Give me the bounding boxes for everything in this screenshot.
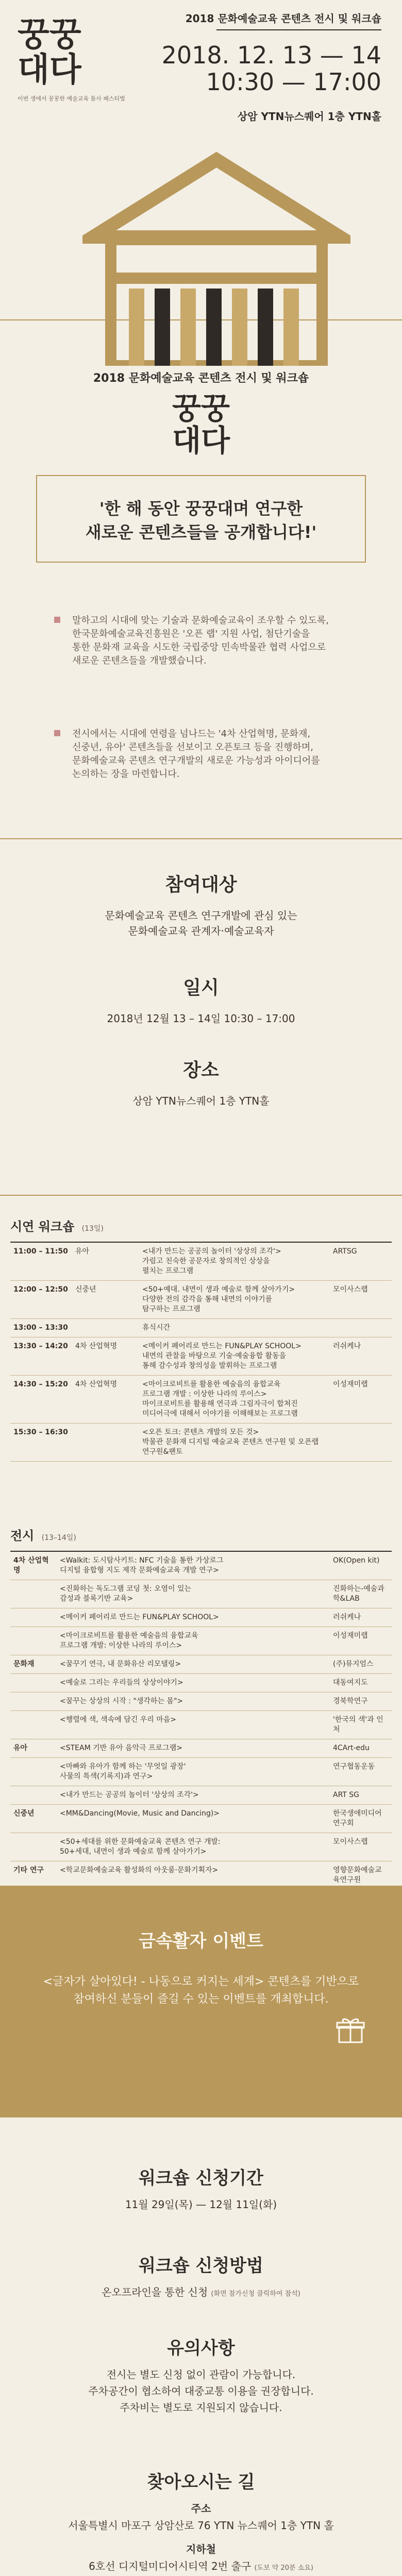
date-block — [0, 973, 402, 1026]
exhibit-row — [10, 1627, 392, 1655]
exhibit-row — [10, 1739, 392, 1758]
exhibit-organizer: 진화하는-예술과학&LAB — [330, 1580, 392, 1608]
route-title: 찾아오시는 길 — [147, 2472, 255, 2493]
exhibit-description: <행렬에 색, 색속에 담긴 우리 마음> — [57, 1711, 330, 1739]
exhibit-category: 유아 — [10, 1739, 57, 1758]
exhibit-row — [10, 1551, 392, 1580]
workshop-description: <오픈 토크: 콘텐츠 개발의 모든 것> 박물관 문화재 디지털 예술교육 콘텐츠 연구원 및 오픈랩 연구원&팬토 — [139, 1423, 330, 1462]
address-head: 주소 — [191, 2502, 211, 2515]
hero-event-title: 2018 문화예술교육 콘텐츠 전시 및 워크숍 — [185, 12, 381, 25]
exhibit-category: 신중년 — [10, 1805, 57, 1833]
workshop-table — [10, 1242, 392, 1462]
exhibit-organizer: 연구협동운동 — [330, 1758, 392, 1786]
hero-section — [0, 0, 402, 319]
method-text-line — [0, 2284, 402, 2302]
workshop-category: 4차 산업혁명 — [72, 1376, 139, 1423]
hero-logo-caption: 이번 생에서 꿍꿍한 예술교육 틈사 페스티벌 — [18, 95, 125, 102]
exhibit-organizer: 러쉬케나 — [330, 1608, 392, 1627]
section-divider — [0, 1195, 402, 1196]
place-text: 상암 YTN뉴스퀘어 1층 YTN홀 — [132, 1095, 270, 1107]
workshop-time: 11:00 – 11:50 — [10, 1242, 72, 1281]
notice-block — [0, 2334, 402, 2416]
exhibit-category: 4차 산업혁명 — [10, 1551, 57, 1580]
workshop-time: 13:30 – 14:20 — [10, 1337, 72, 1376]
para-marker — [54, 730, 60, 736]
exhibit-category — [10, 1608, 57, 1627]
workshop-organizer: ARTSG — [330, 1242, 392, 1281]
workshop-time: 13:00 – 13:30 — [10, 1319, 72, 1337]
exhibit-category — [10, 1786, 57, 1805]
workshop-category — [72, 1319, 139, 1337]
exhibit-organizer: 한국생애미디어연구회 — [330, 1805, 392, 1833]
target-text: 문화예술교육 콘텐츠 연구개발에 관심 있는 문화예술교육 관계자·예술교육자 — [105, 909, 297, 937]
workshop-organizer: 러쉬케나 — [330, 1337, 392, 1376]
exhibit-description: <마이크로비트를 활용한 예술음의 융합교육 프로그램 개발: 이상한 나라의 루이스> — [57, 1627, 330, 1655]
workshop-organizer: 이성재미랩 — [330, 1376, 392, 1423]
workshop-time: 12:00 – 12:50 — [10, 1281, 72, 1319]
exhibit-organizer: 경북학연구 — [330, 1692, 392, 1711]
exhibit-description: <50+세대를 위한 문화예술교육 콘텐츠 연구 개발: 50+세대, 내면이 생과 예술로 함께 살아가기> — [57, 1833, 330, 1861]
date-text: 2018년 12월 13 – 14일 10:30 – 17:00 — [107, 1012, 295, 1025]
workshop-section — [0, 1216, 402, 1526]
intro-paragraph-1: 말하고의 시대에 맞는 기술과 문화예술교육이 조우할 수 있도록, 한국문화예술교육진흥원은 '오픈 랩' 지원 사업, 첨단기술을 통한 문화재 교육을 시도한 국립중앙 민속박물관 협력 사업으로 새로운 콘텐츠들을 개발했습니다. — [72, 615, 329, 666]
exhibit-category — [10, 1758, 57, 1786]
exhibit-title-text: 전시 — [10, 1529, 35, 1543]
exhibit-description: <진화하는 독도그램 코딩 첫: 오염이 있는 감성과 블록기반 교육> — [57, 1580, 330, 1608]
target-block — [0, 870, 402, 939]
exhibit-row — [10, 1655, 392, 1674]
workshop-table-body — [10, 1242, 392, 1462]
exhibit-description: <STEAM 기반 유아 음악극 프로그램> — [57, 1739, 330, 1758]
exhibit-organizer: 영향문화예술교육연구원 — [330, 1861, 392, 1890]
exhibit-row — [10, 1805, 392, 1833]
method-sub: (화면 참가신청 클릭하여 참석) — [211, 2290, 300, 2298]
workshop-description: <내가 만드는 공공의 놀이터 '상상의 조각'> 가림고 친숙한 공문자로 창의적인 상상을 펼치는 프로그램 — [139, 1242, 330, 1281]
route-block — [0, 2468, 402, 2576]
exhibit-organizer: 이성재미랩 — [330, 1627, 392, 1655]
exhibit-organizer: OK(Open kit) — [330, 1551, 392, 1580]
exhibit-category — [10, 1711, 57, 1739]
exhibit-day: (13–14일) — [41, 1534, 76, 1542]
hero-head — [162, 10, 381, 95]
intro-logo: 꿍꿍 대다 — [172, 391, 230, 458]
method-title: 워크숍 신청방법 — [139, 2256, 263, 2276]
workshop-row — [10, 1376, 392, 1423]
workshop-category: 4차 산업혁명 — [72, 1337, 139, 1376]
workshop-category: 유아 — [72, 1242, 139, 1281]
workshop-title — [10, 1216, 402, 1234]
workshop-time: 15:30 – 16:30 — [10, 1423, 72, 1462]
event-banner — [0, 1886, 402, 2117]
subway-sub-1: (도보 약 20분 소요) — [254, 2564, 313, 2572]
workshop-description: <50+예대. 내면이 생과 예술로 함께 살아가기> 다양한 전의 감각을 통해 내면의 이야기를 탐구하는 프로그램 — [139, 1281, 330, 1319]
exhibit-description: <MM&Dancing(Movie, Music and Dancing)> — [57, 1805, 330, 1833]
quote-box — [36, 475, 366, 563]
workshop-row — [10, 1319, 392, 1337]
workshop-organizer: 모이사스랩 — [330, 1281, 392, 1319]
workshop-description: <메이커 페어리로 만드는 FUN&PLAY SCHOOL> 내면의 관찰을 바탕으로 기술·예술융합 활동을 통해 감수성과 창의성을 발휘하는 프로그램 — [139, 1337, 330, 1376]
workshop-description: 휴식시간 — [139, 1319, 330, 1337]
workshop-day: (13일) — [81, 1225, 104, 1233]
notice-title: 유의사항 — [167, 2338, 235, 2359]
exhibit-row — [10, 1758, 392, 1786]
intro-section — [0, 320, 402, 838]
intro-event-title: 2018 문화예술교육 콘텐츠 전시 및 워크숍 — [93, 372, 309, 385]
exhibit-description: <꿈꾸기 연극, 내 문화유산 리모델링> — [57, 1655, 330, 1674]
exhibit-row — [10, 1833, 392, 1861]
quote-text: '한 해 동안 꿍꿍대며 연구한 새로운 콘텐츠들을 공개합니다!' — [85, 499, 317, 542]
address-text: 서울특별시 마포구 상암산로 76 YTN 뉴스퀘어 1층 YTN 홀 — [68, 2519, 334, 2532]
subway-head: 지하철 — [186, 2543, 216, 2555]
workshop-category: 신중년 — [72, 1281, 139, 1319]
exhibit-description: <마빠와 유아가 함께 하는 '무엇일 광장' 사물의 특색(기록지)과 연구> — [57, 1758, 330, 1786]
exhibit-row — [10, 1580, 392, 1608]
workshop-title-text: 시연 워크숍 — [10, 1219, 75, 1234]
workshop-time: 14:30 – 15:20 — [10, 1376, 72, 1423]
exhibit-organizer: 대동여지도 — [330, 1674, 392, 1692]
exhibit-row — [10, 1608, 392, 1627]
method-text: 온오프라인을 통한 신청 — [102, 2286, 208, 2298]
banner-title: 금속활자 이벤트 — [139, 1931, 263, 1952]
workshop-row — [10, 1242, 392, 1281]
target-title: 참여대상 — [165, 874, 237, 895]
exhibit-description: <내가 만드는 공공의 놀이터 '상상의 조각'> — [57, 1786, 330, 1805]
exhibit-row — [10, 1786, 392, 1805]
exhibit-title — [10, 1526, 402, 1544]
exhibit-table — [10, 1551, 392, 1890]
date-title: 일시 — [183, 977, 219, 998]
period-title: 워크숍 신청기간 — [139, 2168, 263, 2189]
exhibit-description: <예술로 그리는 우리들의 상상이야기> — [57, 1674, 330, 1692]
exhibit-organizer: (주)뮤지엄스 — [330, 1655, 392, 1674]
gift-icon — [335, 2014, 366, 2045]
exhibit-category — [10, 1674, 57, 1692]
intro-paragraph-2: 전시에서는 시대에 연령을 넘나드는 '4차 산업혁명, 문화재, 신중년, 유아' 콘텐츠들을 선보이고 오픈토크 등을 진행하며, 문화예술교육 콘텐츠 연구개발의 새로운 가능성과 아이디어를 논의하는 장을 마련합니다. — [72, 728, 320, 779]
exhibit-description: <메이커 페어리로 만드는 FUN&PLAY SCHOOL> — [57, 1608, 330, 1627]
para-marker — [54, 617, 60, 623]
info-section — [0, 839, 402, 1195]
exhibit-category — [10, 1833, 57, 1861]
exhibit-description: <학교문화예술교육 활성화의 아웃룸·문화기획자> — [57, 1861, 330, 1890]
exhibit-organizer: 모이사스랩 — [330, 1833, 392, 1861]
place-block — [0, 1056, 402, 1109]
hero-time: 10:30 — 17:00 — [206, 68, 381, 96]
exhibit-row — [10, 1692, 392, 1711]
banner-text: <글자가 살아있다! - 나동으로 커지는 세계> 콘텐츠를 기반으로 참여하신 분들이 즐길 수 있는 이벤트를 개최합니다. — [43, 1975, 359, 2006]
workshop-category — [72, 1423, 139, 1462]
exhibit-category: 문화재 — [10, 1655, 57, 1674]
period-text: 11월 29일(목) — 12월 11일(화) — [125, 2198, 277, 2211]
subway-line-1 — [0, 2558, 402, 2576]
workshop-row — [10, 1423, 392, 1462]
workshop-description: <마이크로비트를 활용한 예술음의 융합교육 프로그램 개발 : 이상한 나라의 루이스> 마이크로비트를 활용해 연극과 그림자극이 합쳐진 미디어극에 대해서 이야기를 이해해보는 프로그램 — [139, 1376, 330, 1423]
workshop-organizer — [330, 1319, 392, 1337]
exhibit-category — [10, 1692, 57, 1711]
exhibit-category — [10, 1580, 57, 1608]
exhibit-row — [10, 1711, 392, 1739]
method-block — [0, 2251, 402, 2302]
subway-text-1: 6호선 디지털미디어시티역 2번 출구 — [89, 2560, 252, 2572]
exhibit-category — [10, 1627, 57, 1655]
hero-rule — [216, 29, 381, 30]
hero-logo: 꿍꿍 대다 — [18, 16, 81, 89]
workshop-organizer — [330, 1423, 392, 1462]
exhibit-table-body — [10, 1551, 392, 1890]
exhibit-organizer: ART SG — [330, 1786, 392, 1805]
exhibit-description: <꿈꾸는 상상의 시작 : "생각하는 몸"> — [57, 1692, 330, 1711]
exhibit-category: 기타 연구 — [10, 1861, 57, 1890]
hero-date: 2018. 12. 13 — 14 — [161, 41, 381, 69]
exhibit-organizer: 4CArt-edu — [330, 1739, 392, 1758]
place-title: 장소 — [183, 1060, 219, 1081]
workshop-row — [10, 1337, 392, 1376]
exhibit-row — [10, 1674, 392, 1692]
hero-venue: 상암 YTN뉴스퀘어 1층 YTN홀 — [237, 110, 381, 123]
workshop-row — [10, 1281, 392, 1319]
notice-text: 전시는 별도 신청 없이 관람이 가능합니다. 주차공간이 협소하여 대중교통 이용을 권장합니다. 주차비는 별도로 지원되지 않습니다. — [88, 2368, 314, 2414]
period-block — [0, 2164, 402, 2213]
exhibit-description: <Walkit: 도시탐사키트: NFC 기술을 통한 가상로그 디지털 융합형 지도 제작 문화예술교육 개발 연구> — [57, 1551, 330, 1580]
exhibit-organizer: '한국의 색'과 인처 — [330, 1711, 392, 1739]
